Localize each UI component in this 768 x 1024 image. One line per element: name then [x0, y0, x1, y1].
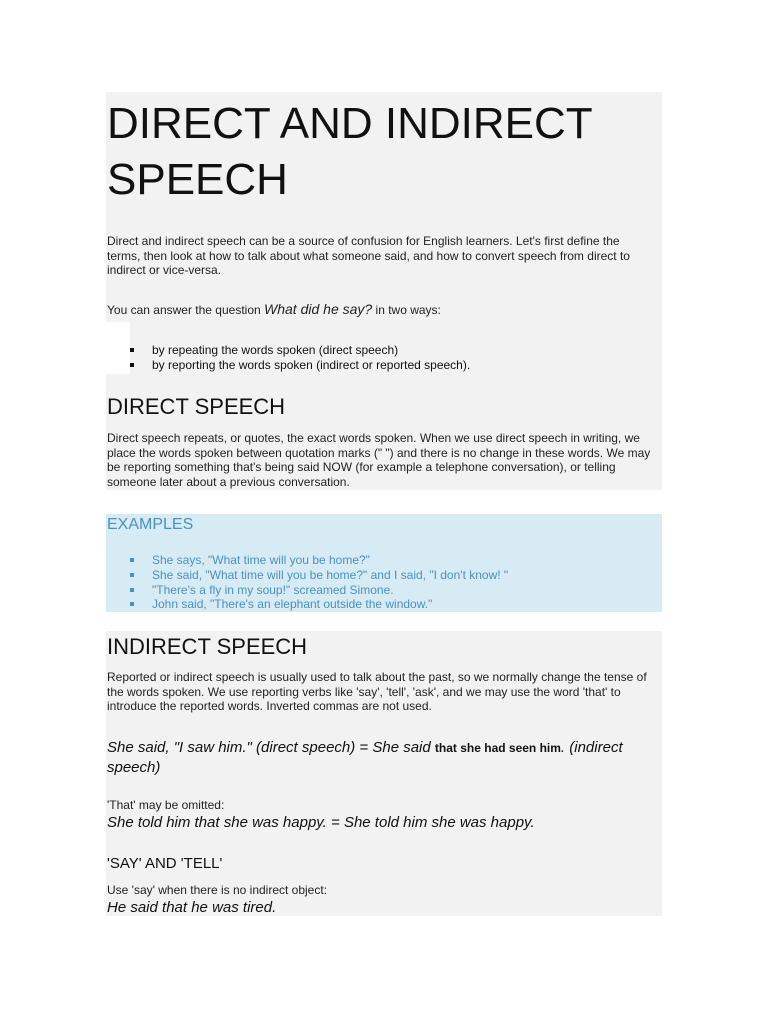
list-item: "There's a fly in my soup!" screamed Simone.	[130, 583, 650, 598]
intro-paragraph: Direct and indirect speech can be a source of confusion for English learners. Let's first define the terms, then look at how to talk about what someone said, and how to convert speech from direct to indirect or vice-versa.	[107, 234, 630, 277]
examples-heading: EXAMPLES	[107, 516, 194, 533]
say-tell-text: Use 'say' when there is no indirect object:	[107, 883, 328, 897]
question-after: in two ways:	[372, 303, 441, 317]
indirect-example: She said, "I saw him." (direct speech) = She said that she had seen him. (indirect speech)	[107, 739, 623, 776]
bullet-icon	[130, 363, 134, 367]
indirect-speech-heading: INDIRECT SPEECH	[107, 634, 308, 659]
ways-list	[130, 343, 650, 373]
page-title: DIRECT AND INDIRECT SPEECH	[107, 99, 592, 204]
list-item: John said, "There's an elephant outside the window."	[130, 597, 650, 612]
list-item: by repeating the words spoken (direct speech)	[130, 343, 650, 358]
bullet-icon	[130, 573, 134, 577]
direct-speech-heading: DIRECT SPEECH	[107, 394, 286, 419]
list-item: She says, "What time will you be home?"	[130, 553, 650, 568]
omit-example: She told him that she was happy. = She told him she was happy.	[107, 814, 535, 831]
indirect-speech-paragraph: Reported or indirect speech is usually used to talk about the past, so we normally change the tense of the words spoken. We use reporting verbs like 'say', 'tell', 'ask', and we may use the word 'that' to introduce the reported words. Inverted commas are not used.	[107, 670, 647, 713]
say-tell-example: He said that he was tired.	[107, 899, 277, 916]
bullet-icon	[130, 558, 134, 562]
indirect-example-bold: that she had seen him	[434, 741, 561, 755]
bullet-icon	[130, 602, 134, 606]
omit-label: 'That' may be omitted:	[107, 798, 225, 812]
list-item: by reporting the words spoken (indirect or reported speech).	[130, 358, 650, 373]
list-item: She said, "What time will you be home?" and I said, "I don't know! "	[130, 568, 650, 583]
say-tell-heading: 'SAY' AND 'TELL'	[107, 855, 223, 872]
direct-speech-paragraph: Direct speech repeats, or quotes, the exact words spoken. When we use direct speech in writing, we place the words spoken between quotation marks (" ") and there is no change in these words. We may be reporting something that's being said NOW (for example a telephone conversation), or telling someone later about a previous conversation.	[107, 431, 651, 489]
question-emph: What did he say?	[264, 301, 373, 317]
question-line	[107, 302, 655, 318]
bullet-icon	[130, 348, 134, 352]
question-before: You can answer the question	[107, 303, 265, 317]
examples-list	[130, 553, 650, 612]
bullet-icon	[130, 588, 134, 592]
